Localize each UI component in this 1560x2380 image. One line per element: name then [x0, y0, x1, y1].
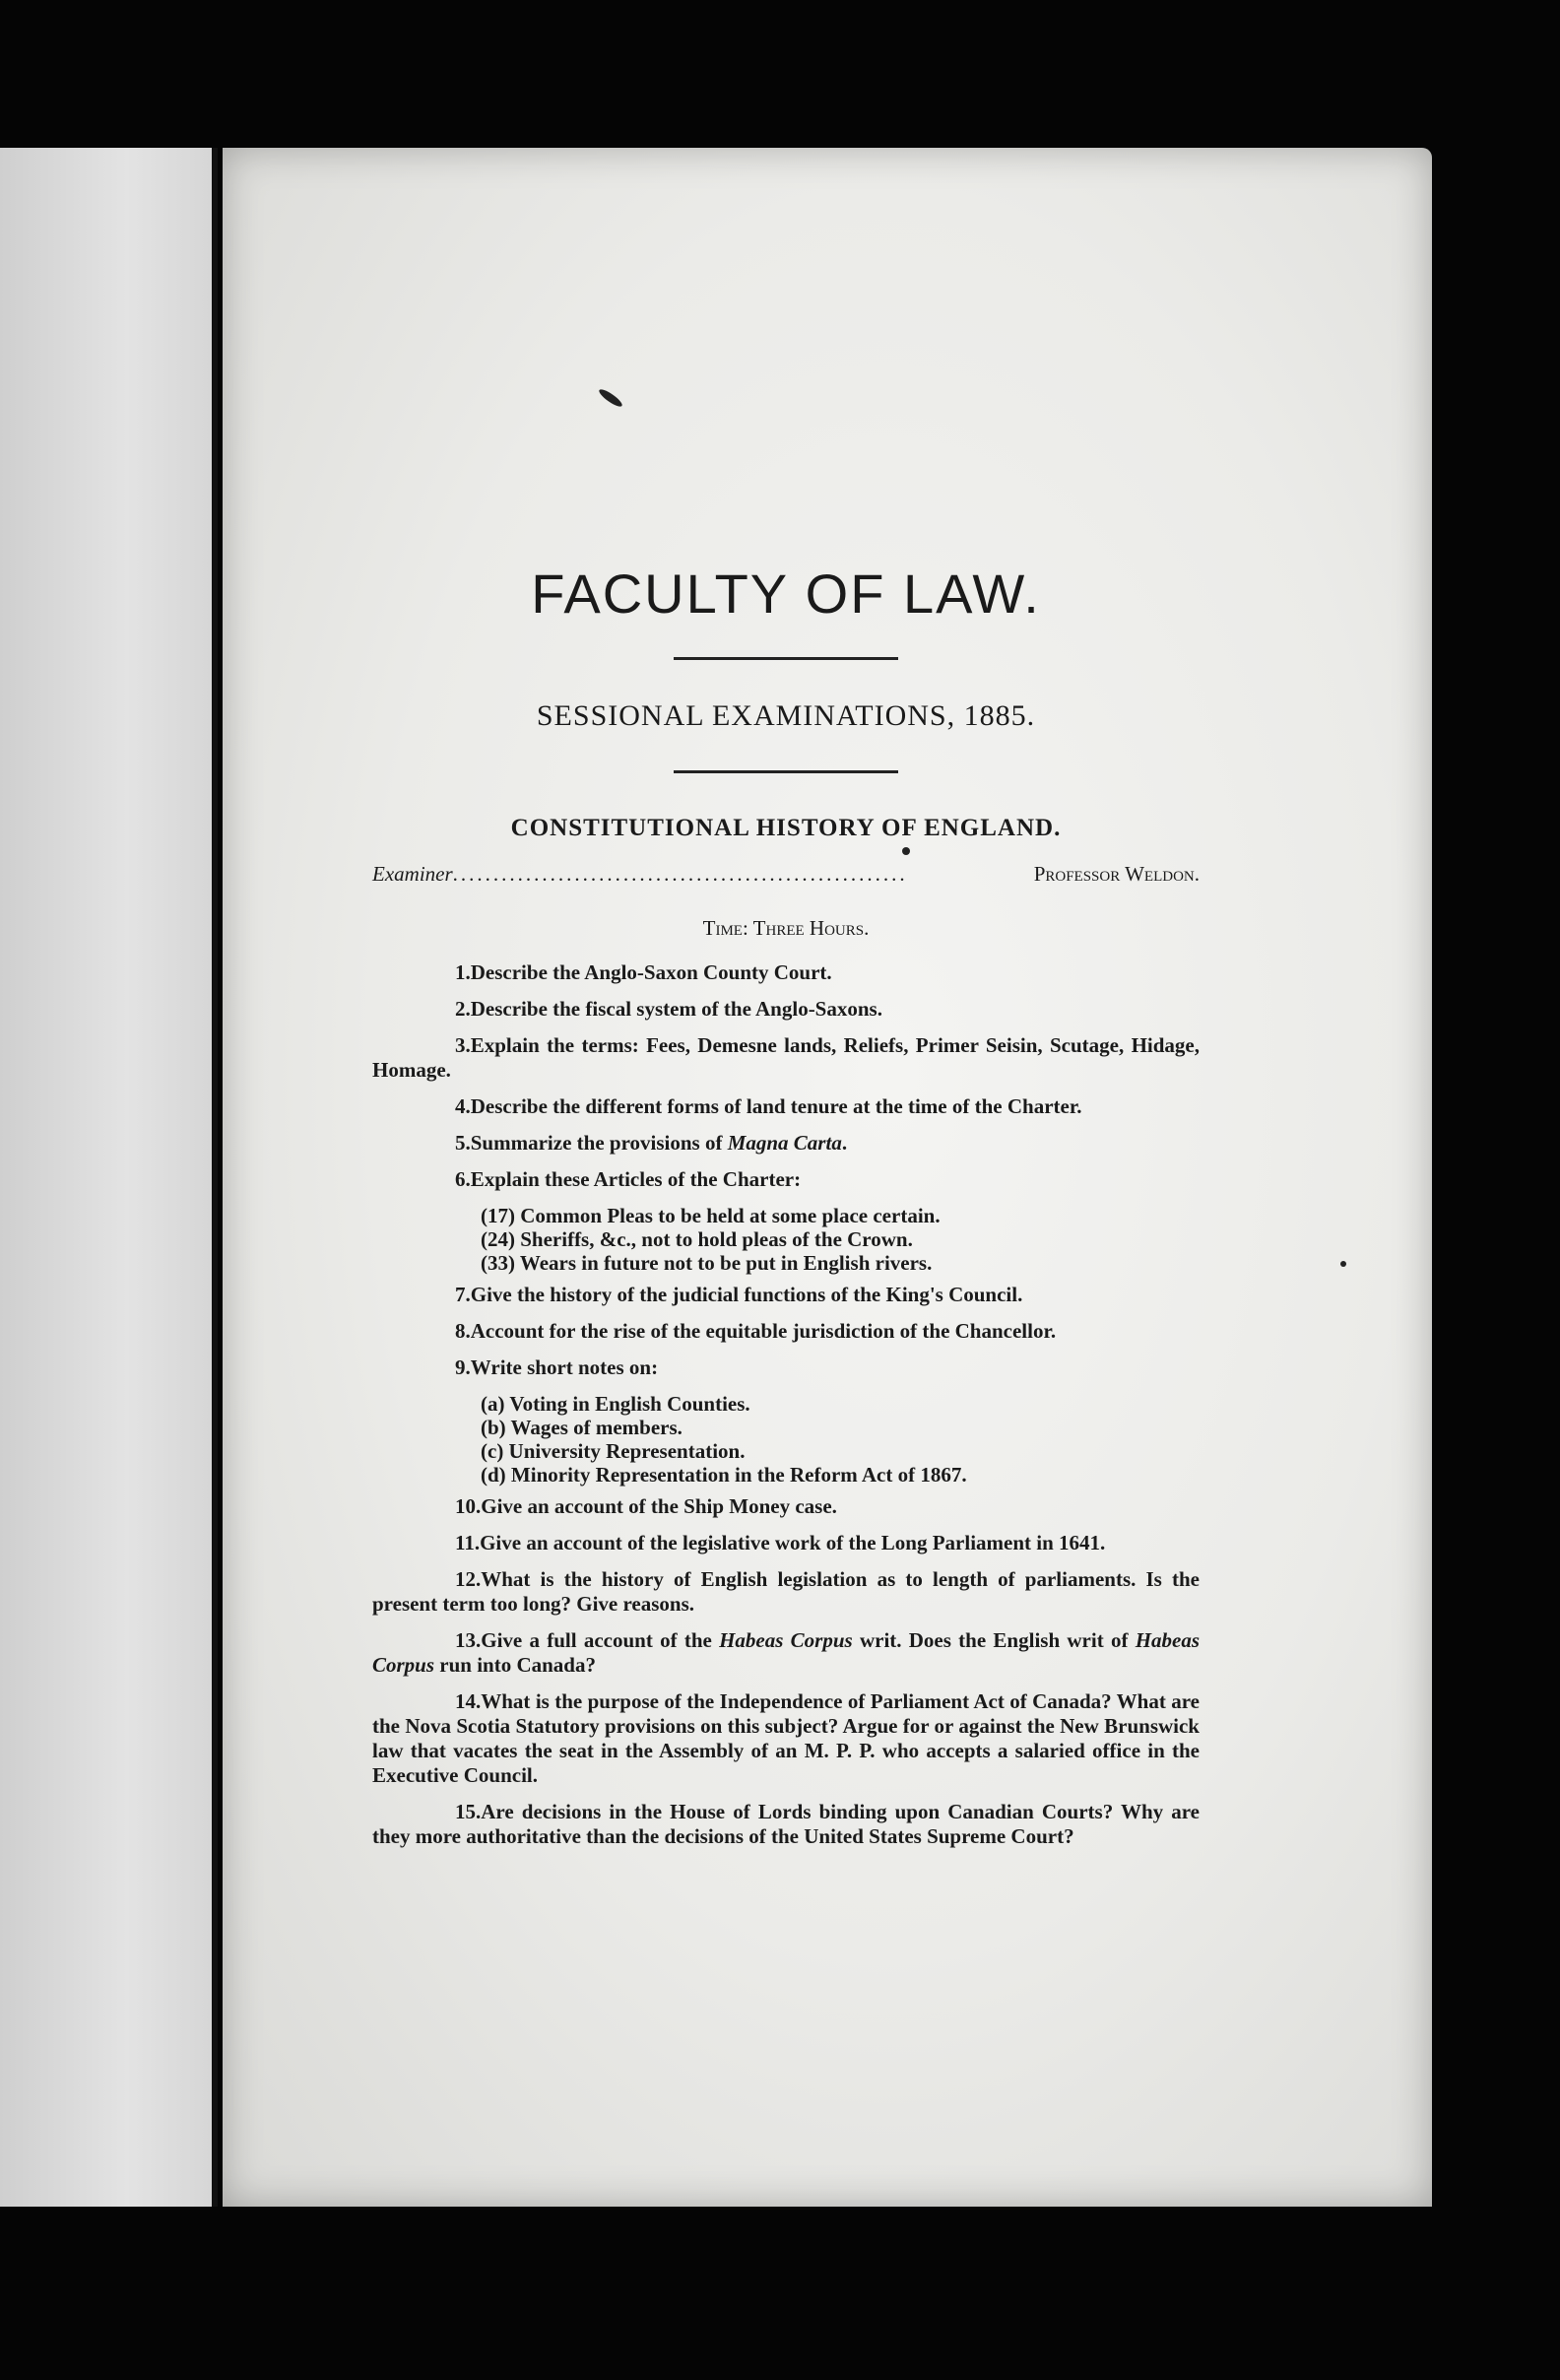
question-6-articles [481, 1204, 1200, 1275]
leader-dots: ........................................................ [452, 862, 908, 886]
question-text: Describe the fiscal system of the Anglo-Saxons. [470, 997, 882, 1021]
question-number: 2. [455, 997, 471, 1021]
question-number: 8. [455, 1319, 471, 1343]
question-text: Account for the rise of the equitable jurisdiction of the Chancellor. [470, 1319, 1057, 1343]
question-text: Give an account of the legislative work of the Long Parliament in 1641. [480, 1531, 1106, 1554]
note-item: (d) Minority Representation in the Reform Act of 1867. [481, 1463, 967, 1487]
question-number: 10. [455, 1494, 482, 1518]
italic-term: Habeas Corpus [719, 1628, 853, 1652]
sessional-heading: SESSIONAL EXAMINATIONS, 1885. [536, 699, 1036, 732]
question-15 [372, 1800, 1200, 1849]
question-8 [372, 1319, 1200, 1344]
examiner-label: Examiner [372, 862, 453, 886]
question-1 [372, 960, 1200, 985]
examiner-name: Professor Weldon. [1033, 862, 1200, 886]
question-3 [372, 1033, 1200, 1083]
italic-term: Magna Carta [727, 1131, 842, 1155]
question-number: 1. [455, 960, 471, 984]
exam-page [223, 148, 1432, 2207]
question-text: What is the purpose of the Independence of Parliament Act of Canada? What are the Nova Scotia Statutory provisions on this subject? Argue for or against the New Brunswick law that vacates the seat in the Assembly of an M. P. P. who accepts a salaried office in the Executive Council. [372, 1689, 1200, 1787]
question-2 [372, 997, 1200, 1022]
course-title: CONSTITUTIONAL HISTORY OF ENGLAND. [510, 815, 1062, 841]
italic-term: Habeas Corpus [372, 1628, 1201, 1677]
facing-page-edge [0, 148, 218, 2207]
ink-speck [597, 387, 624, 410]
question-text: Summarize the provisions of [470, 1131, 728, 1155]
question-13 [372, 1628, 1200, 1678]
question-text: Explain the terms: Fees, Demesne lands, Reliefs, Primer Seisin, Scutage, Hidage, Homage. [372, 1033, 1200, 1082]
question-7 [372, 1283, 1200, 1307]
question-9-notes [481, 1392, 1200, 1487]
question-number: 11. [455, 1531, 481, 1554]
article-item: (24) Sheriffs, &c., not to hold pleas of the Crown. [481, 1227, 913, 1251]
divider-rule [674, 657, 898, 660]
note-item: (a) Voting in English Counties. [481, 1392, 750, 1416]
ink-speck [1340, 1261, 1346, 1267]
question-number: 6. [455, 1167, 471, 1191]
question-number: 4. [455, 1094, 471, 1118]
question-text: What is the history of English legislation as to length of parliaments. Is the present term too long? Give reasons. [372, 1567, 1200, 1616]
question-text: Are decisions in the House of Lords binding upon Canadian Courts? Why are they more authoritative than the decisions of the United States Supreme Court? [372, 1800, 1200, 1848]
question-number: 13. [455, 1628, 482, 1652]
question-text: Give a full account of the [481, 1628, 720, 1652]
question-11 [372, 1531, 1200, 1555]
question-12 [372, 1567, 1200, 1617]
divider-rule [674, 770, 898, 773]
article-item: (17) Common Pleas to be held at some place certain. [481, 1204, 941, 1227]
note-item: (c) University Representation. [481, 1439, 746, 1463]
question-text: Give an account of the Ship Money case. [481, 1494, 837, 1518]
question-number: 9. [455, 1355, 471, 1379]
faculty-title: FACULTY OF LAW. [531, 562, 1041, 625]
question-number: 3. [455, 1033, 471, 1057]
question-number: 12. [455, 1567, 482, 1591]
note-item: (b) Wages of members. [481, 1416, 682, 1439]
question-number: 5. [455, 1131, 471, 1155]
question-number: 7. [455, 1283, 471, 1306]
question-number: 15. [455, 1800, 482, 1823]
question-text: . [841, 1131, 848, 1155]
question-10 [372, 1494, 1200, 1519]
question-5 [372, 1131, 1200, 1156]
question-text: writ. Does the English writ of [852, 1628, 1136, 1652]
question-text: Write short notes on: [470, 1355, 659, 1379]
question-6 [372, 1167, 1200, 1192]
question-number: 14. [455, 1689, 482, 1713]
question-9 [372, 1355, 1200, 1380]
time-allowed: Time: Three Hours. [702, 916, 870, 940]
question-14 [372, 1689, 1200, 1788]
question-text: Describe the different forms of land tenure at the time of the Charter. [470, 1094, 1082, 1118]
question-4 [372, 1094, 1200, 1119]
exam-content [372, 562, 1200, 1861]
question-text: run into Canada? [434, 1653, 596, 1677]
question-text: Give the history of the judicial functions of the King's Council. [470, 1283, 1023, 1306]
question-text: Explain these Articles of the Charter: [470, 1167, 802, 1191]
article-item: (33) Wears in future not to be put in English rivers. [481, 1251, 933, 1275]
question-text: Describe the Anglo-Saxon County Court. [470, 960, 832, 984]
examiner-line [372, 862, 1200, 887]
